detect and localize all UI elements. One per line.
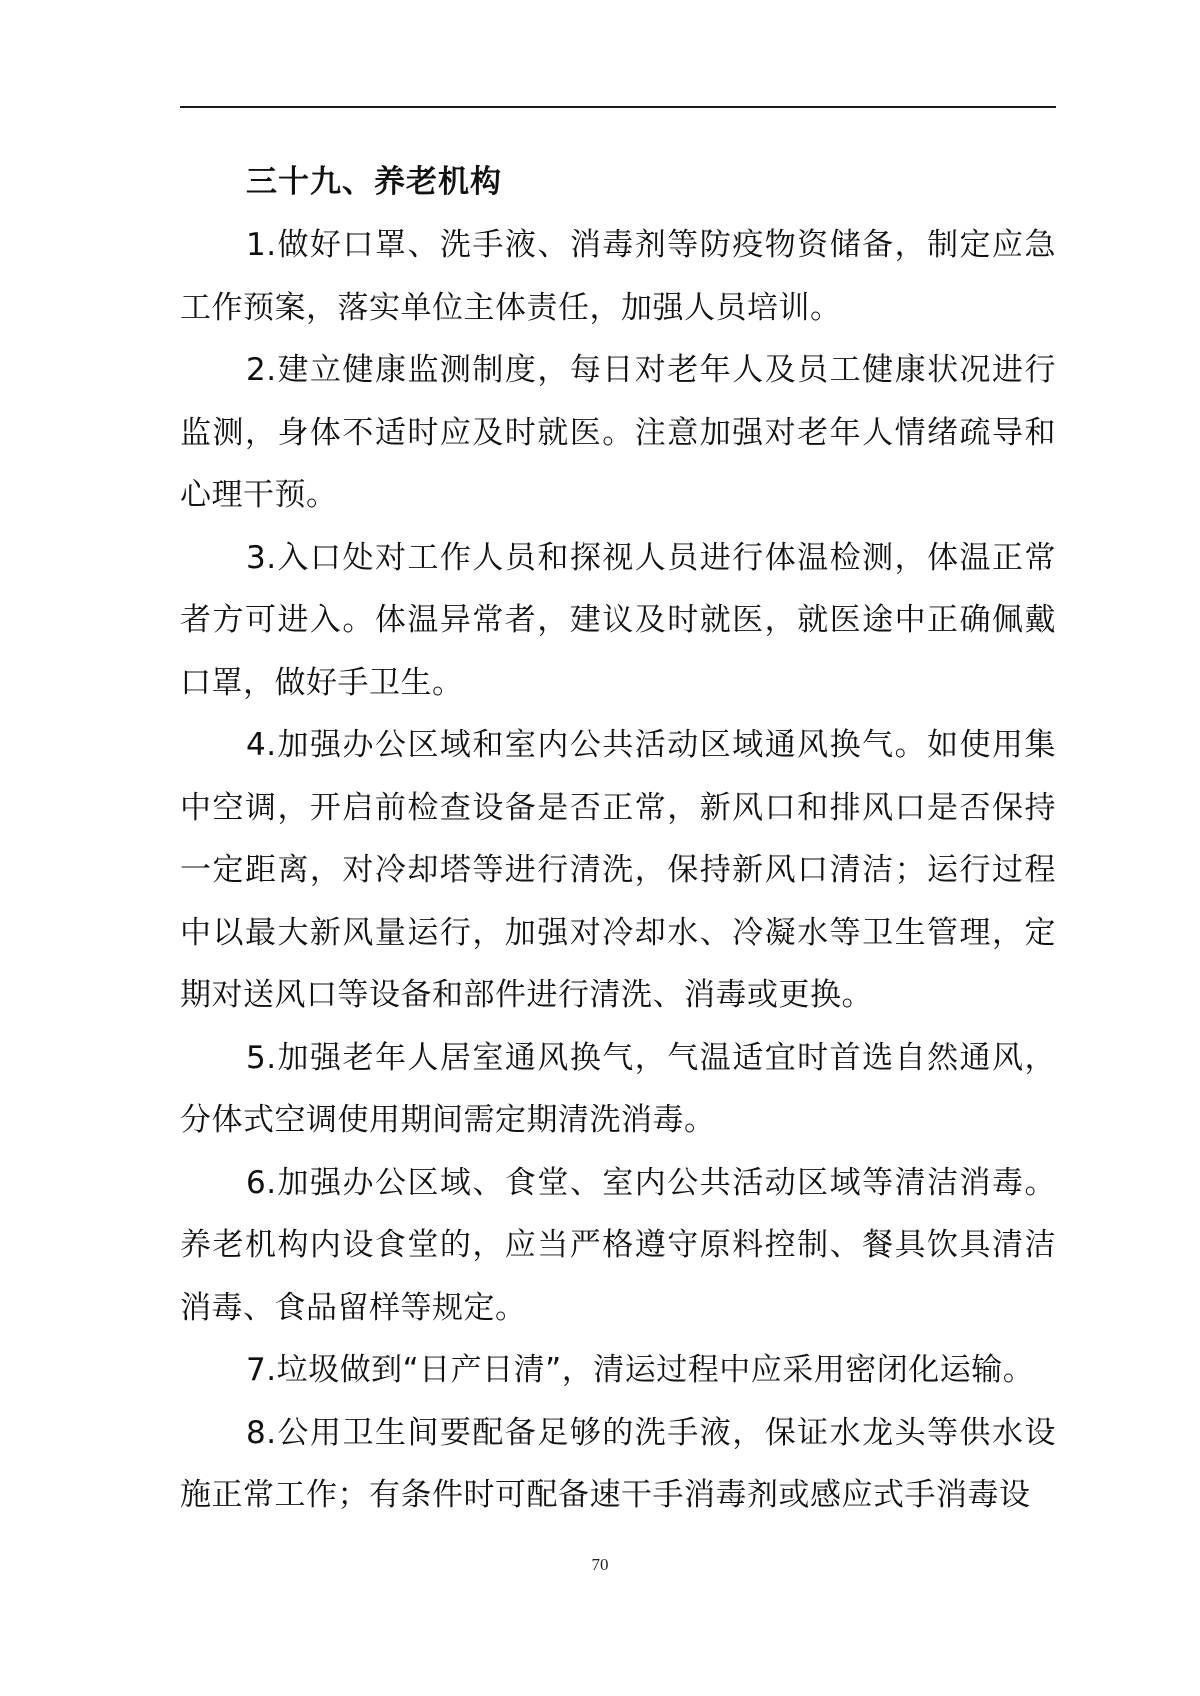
paragraph-item-4: 4.加强办公区域和室内公共活动区域通风换气。如使用集中空调，开启前检查设备是否正常，新风口和排风口是否保持一定距离，对冷却塔等进行清洗，保持新风口清洁；运行过程中以最大新风量运行，加强对冷却水、冷凝水等卫生管理，定期对送风口等设备和部件进行清洗、消毒或更换。 (180, 727, 1056, 1013)
paragraph-item-3: 3.入口处对工作人员和探视人员进行体温检测，体温正常者方可进入。体温异常者，建议及时就医，就医途中正确佩戴口罩，做好手卫生。 (180, 539, 1056, 701)
paragraph-item-6: 6.加强办公区域、食堂、室内公共活动区域等清洁消毒。养老机构内设食堂的，应当严格遵守原料控制、餐具饮具清洁消毒、食品留样等规定。 (180, 1164, 1056, 1326)
paragraph-item-1: 1.做好口罩、洗手液、消毒剂等防疫物资储备，制定应急工作预案，落实单位主体责任，加强人员培训。 (180, 227, 1056, 326)
paragraph-item-5: 5.加强老年人居室通风换气，气温适宜时首选自然通风，分体式空调使用期间需定期清洗消毒。 (180, 1039, 1056, 1138)
header-rule (180, 106, 1056, 108)
document-body (180, 150, 1056, 1527)
section-heading: 三十九、养老机构 (246, 164, 502, 200)
page-number: 70 (591, 1555, 609, 1574)
paragraph-item-8: 8.公用卫生间要配备足够的洗手液，保证水龙头等供水设施正常工作；有条件时可配备速干手消毒剂或感应式手消毒设 (180, 1414, 1056, 1513)
paragraph-item-7: 7.垃圾做到“日产日清”，清运过程中应采用密闭化运输。 (246, 1352, 1035, 1388)
paragraph-item-2: 2.建立健康监测制度，每日对老年人及员工健康状况进行监测，身体不适时应及时就医。注意加强对老年人情绪疏导和心理干预。 (180, 352, 1056, 513)
